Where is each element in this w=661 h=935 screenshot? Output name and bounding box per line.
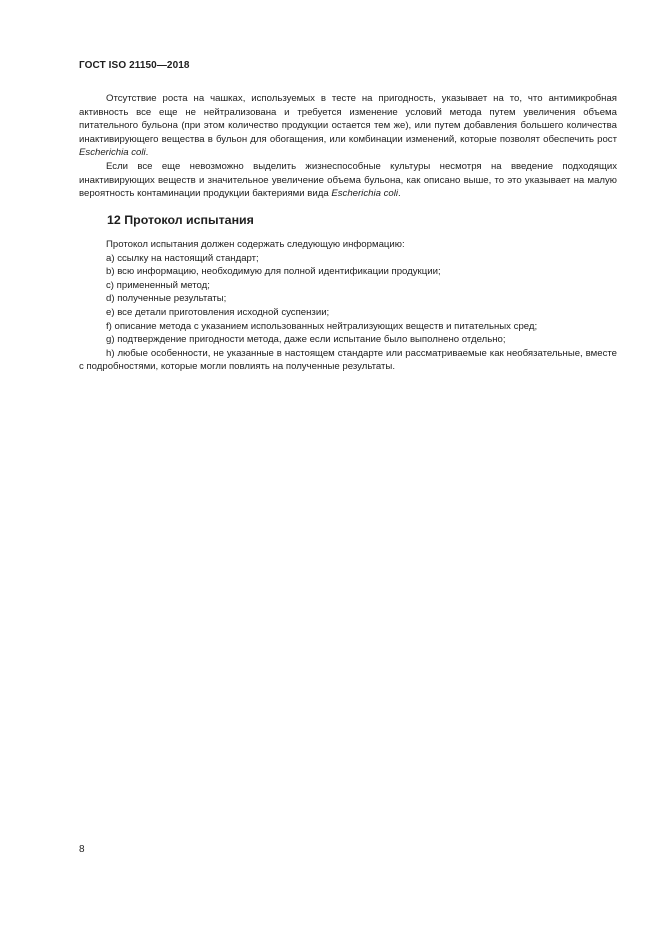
list-item: e) все детали приготовления исходной суспензии; [106, 306, 330, 318]
section-title: 12 Протокол испытания [107, 213, 254, 227]
species-name: Escherichia coli [331, 188, 398, 200]
standard-header: ГОСТ ISO 21150—2018 [79, 60, 190, 71]
paragraph-text: Если все еще невозможно выделить жизнеспособные культуры несмотря на введение подходящих инактивирующих веществ и значительное увеличение объема бульона, как описано выше, то это указывает на малую вероятность контаминации продукции бактериями вида [79, 160, 617, 200]
paragraph-no-growth [79, 92, 617, 160]
list-item: d) полученные результаты; [106, 293, 227, 305]
list-item: f) описание метода с указанием использованных нейтрализующих веществ и питательных сред; [106, 320, 538, 332]
list-item: g) подтверждение пригодности метода, даже если испытание было выполнено отдельно; [106, 334, 506, 346]
paragraph-end: . [145, 147, 149, 159]
list-item: h) любые особенности, не указанные в настоящем стандарте или рассматриваемые как необязательные, вместе с подробностями, которые могли повлиять на полученные результаты. [79, 347, 617, 373]
species-name: Escherichia coli [79, 147, 146, 159]
list-item: a) ссылку на настоящий стандарт; [106, 252, 259, 264]
list-item: b) всю информацию, необходимую для полной идентификации продукции; [106, 266, 441, 278]
paragraph-still-impossible [79, 160, 617, 201]
protocol-intro: Протокол испытания должен содержать следующую информацию: [106, 239, 405, 250]
body-text-block [79, 92, 617, 201]
paragraph-text: Отсутствие роста на чашках, используемых в тесте на пригодность, указывает на то, что антимикробная активность все еще не нейтрализована и требуется изменение условий метода путем увеличения объема питательного бульона (при этом количество продукции остается тем же), или путем добавления большего количества инактивирующего вещества в бульон для обогащения, или комбинации изменений, которые позволят обеспечить рост [79, 93, 617, 145]
list-item: c) примененный метод; [106, 279, 210, 291]
paragraph-end: . [397, 188, 401, 200]
protocol-list [79, 238, 617, 374]
page-number: 8 [79, 844, 85, 855]
